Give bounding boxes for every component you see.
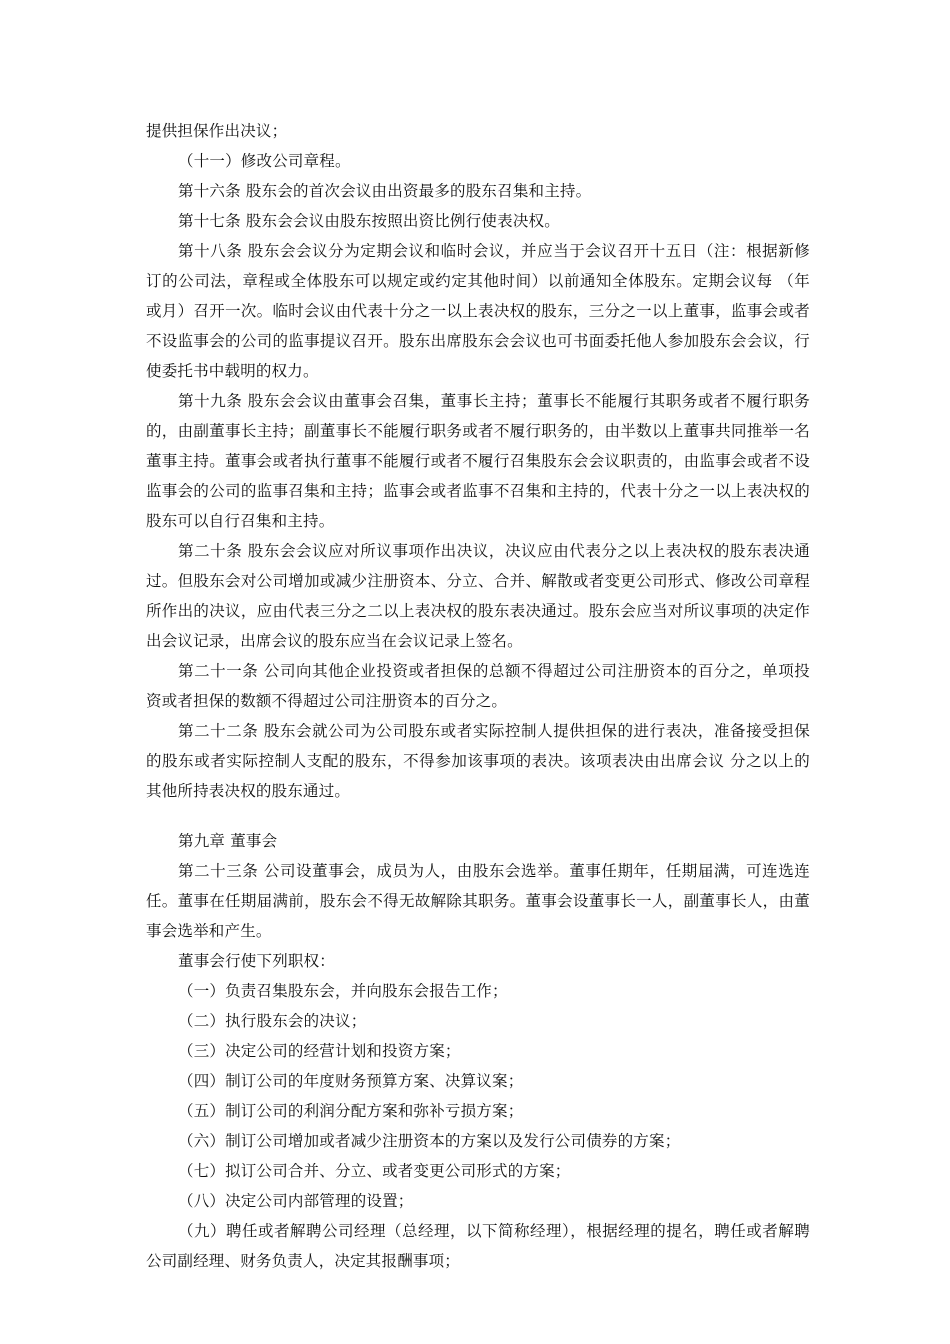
paragraph: 第十九条 股东会会议由董事会召集，董事长主持；董事长不能履行其职务或者不履行职务的，由副董事长主持；副董事长不能履行职务或者不履行职务的，由半数以上董事共同推举一名董事主持。董事会或者执行董事不能履行或者不履行召集股东会会议职责的，由监事会或者不设监事会的公司的监事召集和主持；监事会或者监事不召集和主持的，代表十分之一以上表决权的股东可以自行召集和主持。 (146, 392, 810, 530)
paragraph: 提供担保作出决议； (146, 122, 288, 140)
paragraph: （八）决定公司内部管理的设置； (178, 1192, 414, 1210)
paragraph: 第十八条 股东会会议分为定期会议和临时会议，并应当于会议召开十五日（注：根据新修订的公司法，章程或全体股东可以规定或约定其他时间）以前通知全体股东。定期会议每 （年或月）召开一次。临时会议由代表十分之一以上表决权的股东，三分之一以上董事，监事会或者不设监事会的公司的监事提议召开。股东出席股东会会议也可书面委托他人参加股东会会议，行使委托书中载明的权力。 (146, 242, 810, 380)
paragraph: 第十六条 股东会的首次会议由出资最多的股东召集和主持。 (178, 182, 592, 200)
section-gap (146, 806, 810, 826)
paragraph: （七）拟订公司合并、分立、或者变更公司形式的方案； (178, 1162, 571, 1180)
paragraph: （五）制订公司的利润分配方案和弥补亏损方案； (178, 1102, 524, 1120)
chapter-heading: 第九章 董事会 (178, 832, 278, 850)
document-page (146, 116, 810, 1276)
paragraph: 第二十三条 公司设董事会，成员为人，由股东会选举。董事任期年，任期届满，可连选连任。董事在任期届满前，股东会不得无故解除其职务。董事会设董事长一人，副董事长人，由董事会选举和产生。 (146, 862, 810, 940)
paragraph: （六）制订公司增加或者减少注册资本的方案以及发行公司债券的方案； (178, 1132, 681, 1150)
paragraph: （九）聘任或者解聘公司经理（总经理，以下简称经理），根据经理的提名，聘任或者解聘公司副经理、财务负责人，决定其报酬事项； (146, 1222, 810, 1270)
articles-section-shareholders (146, 116, 810, 806)
paragraph: 第二十一条 公司向其他企业投资或者担保的总额不得超过公司注册资本的百分之，单项投资或者担保的数额不得超过公司注册资本的百分之。 (146, 662, 810, 710)
paragraph: 董事会行使下列职权： (178, 952, 336, 970)
paragraph: （四）制订公司的年度财务预算方案、决算议案； (178, 1072, 524, 1090)
paragraph: 第二十条 股东会会议应对所议事项作出决议，决议应由代表分之以上表决权的股东表决通过。但股东会对公司增加或减少注册资本、分立、合并、解散或者变更公司形式、修改公司章程所作出的决议，应由代表三分之二以上表决权的股东表决通过。股东会应当对所议事项的决定作出会议记录，出席会议的股东应当在会议记录上签名。 (146, 542, 810, 650)
paragraph: （二）执行股东会的决议； (178, 1012, 367, 1030)
articles-section-board (146, 856, 810, 1276)
paragraph: 第十七条 股东会会议由股东按照出资比例行使表决权。 (178, 212, 560, 230)
paragraph: （一）负责召集股东会，并向股东会报告工作； (178, 982, 508, 1000)
paragraph: （十一）修改公司章程。 (178, 152, 351, 170)
paragraph: 第二十二条 股东会就公司为公司股东或者实际控制人提供担保的进行表决，准备接受担保的股东或者实际控制人支配的股东，不得参加该事项的表决。该项表决由出席会议 分之以上的其他所持表决权的股东通过。 (146, 722, 810, 800)
paragraph: （三）决定公司的经营计划和投资方案； (178, 1042, 461, 1060)
